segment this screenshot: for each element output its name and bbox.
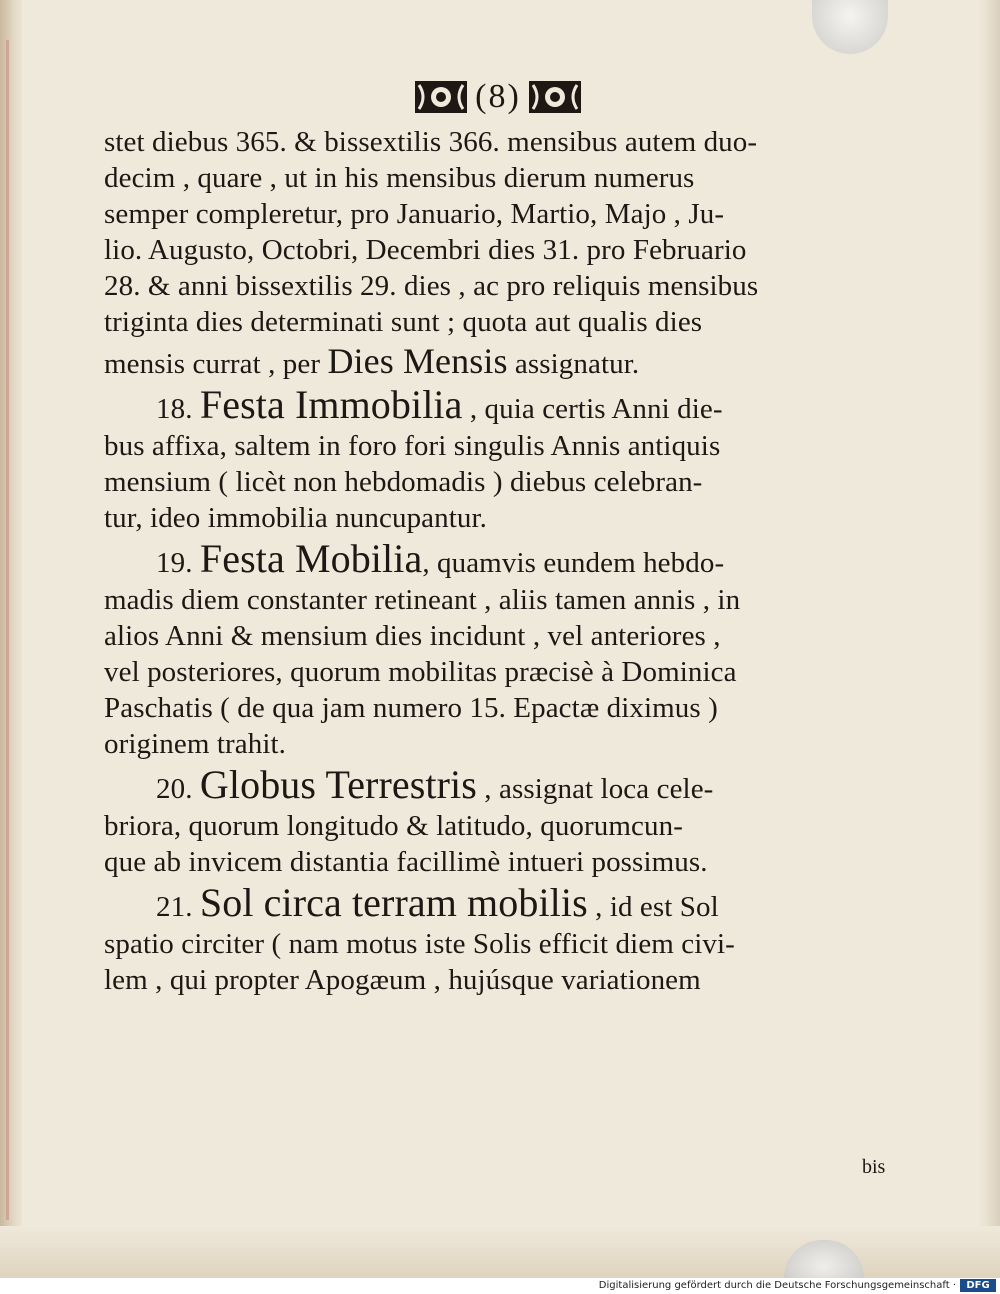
paragraph-first-line <box>104 536 904 582</box>
text-line: lio. Augusto, Octobri, Decembri dies 31. pro Februario <box>104 234 747 266</box>
right-ornament-icon <box>527 77 583 117</box>
text-line: triginta dies determinati sunt ; quota aut qualis dies <box>104 306 703 338</box>
text-line: semper compleretur, pro Januario, Martio, Majo , Ju- <box>104 198 725 230</box>
body-text <box>104 124 904 998</box>
text-line: alios Anni & mensium dies incidunt , vel anteriores , <box>104 620 721 652</box>
paragraph-number: 21. <box>156 891 200 923</box>
text-line <box>104 340 904 382</box>
paragraph-first-line <box>104 382 904 428</box>
term-heading: Globus Terrestris <box>199 762 477 807</box>
term-heading: Dies Mensis <box>327 341 508 381</box>
text-line: vel posteriores, quorum mobilitas præcisè à Dominica <box>104 656 737 688</box>
text-line: stet diebus 365. & bissextilis 366. mensibus autem duo- <box>104 126 758 158</box>
text-span: mensis currat , per <box>104 348 328 380</box>
text-line: tur, ideo immobilia nuncupantur. <box>104 502 488 534</box>
paragraph-number: 18. <box>156 393 200 425</box>
text-line: spatio circiter ( nam motus iste Solis efficit diem civi- <box>104 928 735 960</box>
paragraph-19 <box>104 536 904 762</box>
paragraph-first-line <box>104 762 904 808</box>
binding-shadow <box>0 0 22 1278</box>
page-number: (8) <box>475 78 521 115</box>
text-line: 28. & anni bissextilis 29. dies , ac pro reliquis mensibus <box>104 270 759 302</box>
text-span: assignatur. <box>507 348 640 380</box>
text-line: que ab invicem distantia facillimè intueri possimus. <box>104 846 708 878</box>
funding-notice: Digitalisierung gefördert durch die Deutsche Forschungsgemeinschaft · <box>598 1280 956 1291</box>
text-line: briora, quorum longitudo & latitudo, quorumcun- <box>104 810 683 842</box>
dfg-logo: DFG <box>960 1279 996 1292</box>
text-line: originem trahit. <box>104 728 287 760</box>
text-span: , quamvis eundem hebdo- <box>422 547 725 579</box>
paragraph-number: 19. <box>156 547 200 579</box>
paragraph-first-line <box>104 880 904 926</box>
left-ornament-icon <box>413 77 469 117</box>
page-edge <box>6 40 9 1220</box>
paragraph-21 <box>104 880 904 998</box>
term-heading: Sol circa terram mobilis <box>199 880 588 925</box>
text-line: bus affixa, saltem in foro fori singulis Annis antiquis <box>104 430 721 462</box>
text-line: lem , qui propter Apogæum , hujúsque variationem <box>104 964 701 996</box>
text-line: mensium ( licèt non hebdomadis ) diebus celebran- <box>104 466 703 498</box>
text-span: , assignat loca cele- <box>476 773 714 805</box>
text-span: , id est Sol <box>587 891 719 923</box>
page-header <box>398 72 598 122</box>
text-line: Paschatis ( de qua jam numero 15. Epactæ diximus ) <box>104 692 718 724</box>
right-page-edge <box>978 0 1000 1278</box>
term-heading: Festa Mobilia <box>199 536 423 581</box>
text-line: decim , quare , ut in his mensibus dierum numerus <box>104 162 695 194</box>
catchword: bis <box>862 1156 886 1178</box>
text-span: , quia certis Anni die- <box>462 393 723 425</box>
term-heading: Festa Immobilia <box>199 382 463 427</box>
text-line: madis diem constanter retineant , aliis tamen annis , in <box>104 584 741 616</box>
paragraph-18 <box>104 382 904 536</box>
paragraph-number: 20. <box>156 773 200 805</box>
paragraph-20 <box>104 762 904 880</box>
